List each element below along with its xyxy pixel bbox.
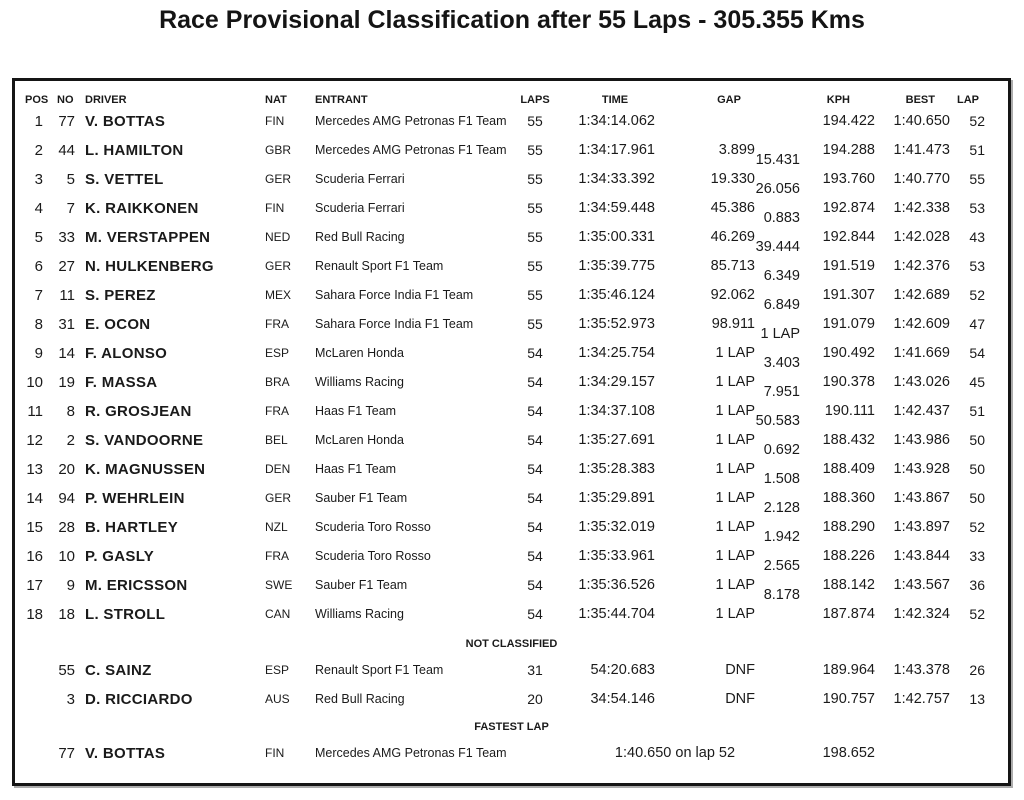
cell-time: 1:35:44.704: [578, 605, 655, 622]
cell-entrant: Red Bull Racing: [315, 691, 405, 706]
cell-nat: FRA: [265, 403, 289, 418]
cell-time: 1:34:25.754: [578, 344, 655, 361]
cell-time: 1:35:28.383: [578, 460, 655, 477]
cell-kph: 188.360: [822, 489, 875, 506]
table-row: [15, 739, 1008, 768]
cell-laps: 55: [527, 170, 543, 187]
cell-no: 2: [66, 431, 75, 449]
cell-no: 5: [66, 170, 75, 188]
cell-kph: 189.964: [822, 661, 875, 678]
classification-table: [12, 78, 1011, 786]
cell-kph: 191.519: [822, 257, 875, 274]
cell-lap: 33: [969, 547, 985, 564]
cell-gap: [660, 107, 755, 136]
cell-nat: BEL: [265, 432, 288, 447]
cell-entrant: McLaren Honda: [315, 432, 404, 447]
cell-kph: 198.652: [822, 745, 875, 761]
cell-pos: 8: [34, 315, 43, 333]
cell-driver: P. GASLY: [85, 547, 155, 565]
cell-entrant: Renault Sport F1 Team: [315, 258, 444, 273]
cell-no: 28: [58, 518, 75, 536]
cell-pos: 13: [26, 460, 43, 478]
cell-nat: GER: [265, 171, 292, 186]
cell-nat: FRA: [265, 548, 289, 563]
cell-laps: 54: [527, 547, 543, 564]
cell-pos: 1: [34, 112, 43, 130]
cell-entrant: Scuderia Toro Rosso: [315, 519, 431, 534]
header-driver: DRIVER: [85, 94, 127, 106]
cell-kph: 187.874: [822, 605, 875, 622]
cell-driver: M. ERICSSON: [85, 576, 188, 594]
table-row: [15, 600, 1008, 629]
header-laps: LAPS: [520, 94, 550, 106]
cell-time: 1:34:17.961: [578, 141, 655, 158]
cell-time: 1:34:29.157: [578, 373, 655, 390]
cell-gap: 1 LAP: [715, 489, 755, 506]
cell-time: 1:35:29.891: [578, 489, 655, 506]
cell-lap: 50: [969, 489, 985, 506]
cell-laps: 54: [527, 431, 543, 448]
cell-nat: FRA: [265, 316, 289, 331]
cell-entrant: McLaren Honda: [315, 345, 404, 360]
header-lap: LAP: [957, 94, 979, 106]
cell-pos: 4: [34, 199, 43, 217]
cell-best: 1:40.650: [893, 112, 950, 129]
cell-driver: V. BOTTAS: [85, 745, 166, 762]
cell-best: 1:43.026: [893, 373, 950, 390]
cell-lap: 43: [969, 228, 985, 245]
cell-pos: 5: [34, 228, 43, 246]
cell-entrant: Williams Racing: [315, 374, 404, 389]
cell-entrant: Haas F1 Team: [315, 403, 397, 418]
table-row: [15, 484, 1008, 516]
cell-gap: 1 LAP: [715, 344, 755, 361]
cell-laps: 54: [527, 605, 543, 622]
header-pos: POS: [25, 94, 49, 106]
cell-laps: 54: [527, 460, 543, 477]
cell-no: 20: [58, 460, 75, 478]
cell-kph: 191.307: [822, 286, 875, 303]
cell-laps: 55: [527, 141, 543, 158]
cell-laps: 54: [527, 344, 543, 361]
cell-interval-after: 50.583: [755, 412, 800, 429]
cell-entrant: Scuderia Ferrari: [315, 171, 405, 186]
cell-interval-after: 6.349: [763, 267, 800, 284]
table-row: [15, 223, 1008, 255]
table-row: [15, 426, 1008, 458]
cell-laps: 55: [527, 112, 543, 129]
cell-nat: GER: [265, 258, 292, 273]
cell-lap: 52: [969, 518, 985, 535]
cell-no: 44: [58, 141, 75, 159]
cell-pos: 12: [26, 431, 43, 449]
cell-no: 55: [58, 661, 75, 679]
header-time: TIME: [601, 94, 629, 106]
header-entrant: ENTRANT: [315, 94, 368, 106]
cell-time: 1:35:33.961: [578, 547, 655, 564]
cell-best: 1:40.770: [893, 170, 950, 187]
cell-lap: 50: [969, 460, 985, 477]
table-row: [15, 281, 1008, 313]
cell-laps: 54: [527, 489, 543, 506]
cell-lap: 54: [969, 344, 985, 361]
cell-no: 10: [58, 547, 75, 565]
cell-lap: 52: [969, 112, 985, 129]
cell-lap: 47: [969, 315, 985, 332]
cell-entrant: Mercedes AMG Petronas F1 Team: [315, 142, 507, 157]
cell-nat: DEN: [265, 461, 291, 476]
cell-nat: GBR: [265, 142, 292, 157]
section-label-fastest-lap: FASTEST LAP: [474, 721, 549, 733]
cell-nat: FIN: [265, 113, 285, 128]
cell-pos: 6: [34, 257, 43, 275]
cell-nat: SWE: [265, 577, 293, 592]
cell-kph: 192.844: [822, 228, 875, 245]
cell-gap: 46.269: [710, 228, 755, 245]
cell-best: 1:42.028: [893, 228, 950, 245]
cell-no: 18: [58, 605, 75, 623]
cell-best: 1:42.338: [893, 199, 950, 216]
cell-interval-after: 2.128: [763, 499, 800, 516]
cell-driver: L. STROLL: [85, 605, 166, 623]
cell-entrant: Scuderia Toro Rosso: [315, 548, 431, 563]
cell-driver: C. SAINZ: [85, 661, 152, 679]
cell-pos: 7: [34, 286, 43, 304]
table-row: [15, 136, 1008, 168]
cell-pos: 11: [27, 402, 43, 420]
cell-driver: D. RICCIARDO: [85, 690, 193, 708]
cell-no: 9: [66, 576, 75, 594]
cell-time: 1:35:36.526: [578, 576, 655, 593]
cell-laps: 54: [527, 402, 543, 419]
cell-no: 14: [58, 344, 75, 362]
cell-nat: NZL: [265, 519, 288, 534]
section-label-not-classified: NOT CLASSIFIED: [465, 638, 558, 650]
cell-interval-after: 15.431: [755, 151, 800, 168]
cell-lap: 52: [969, 286, 985, 303]
cell-best: 1:43.928: [893, 460, 950, 477]
cell-gap: 1 LAP: [715, 518, 755, 535]
cell-best: 1:43.567: [893, 576, 950, 593]
cell-driver: E. OCON: [85, 315, 151, 333]
table-row: [15, 107, 1008, 136]
cell-no: 94: [58, 489, 75, 507]
cell-entrant: Renault Sport F1 Team: [315, 662, 444, 677]
cell-kph: 188.409: [822, 460, 875, 477]
cell-no: 27: [58, 257, 75, 275]
cell-interval-after: 1.942: [763, 528, 800, 545]
cell-gap: 92.062: [710, 286, 755, 303]
cell-kph: 190.492: [822, 344, 875, 361]
cell-interval-after: 0.692: [763, 441, 800, 458]
cell-lap: 45: [969, 373, 985, 390]
cell-laps: 55: [527, 257, 543, 274]
cell-kph: 194.288: [822, 141, 875, 158]
cell-driver: K. RAIKKONEN: [85, 199, 199, 217]
cell-laps: 20: [527, 690, 543, 707]
cell-laps: 55: [527, 228, 543, 245]
cell-driver: S. VETTEL: [85, 170, 164, 188]
cell-driver: F. MASSA: [85, 373, 158, 391]
cell-nat: ESP: [265, 662, 290, 677]
cell-kph: 190.111: [824, 402, 875, 419]
cell-kph: 192.874: [822, 199, 875, 216]
cell-entrant: Mercedes AMG Petronas F1 Team: [315, 746, 507, 760]
cell-time: 54:20.683: [590, 661, 655, 678]
cell-gap: 1 LAP: [715, 605, 755, 622]
cell-gap: 1 LAP: [715, 460, 755, 477]
cell-time: 1:34:33.392: [578, 170, 655, 187]
cell-pos: 16: [26, 547, 43, 565]
cell-time: 1:35:46.124: [578, 286, 655, 303]
cell-interval-after: 1.508: [763, 470, 800, 487]
cell-interval-after: 26.056: [755, 180, 800, 197]
cell-pos: 3: [34, 170, 43, 188]
cell-lap: 53: [969, 199, 985, 216]
cell-pos: 2: [34, 141, 43, 159]
cell-driver: M. VERSTAPPEN: [85, 228, 211, 246]
cell-driver: V. BOTTAS: [85, 112, 166, 130]
cell-kph: 188.226: [822, 547, 875, 564]
cell-driver: K. MAGNUSSEN: [85, 460, 206, 478]
cell-interval-after: 6.849: [763, 296, 800, 313]
cell-pos: 9: [34, 344, 43, 362]
cell-gap: 19.330: [710, 170, 755, 187]
cell-laps: 31: [527, 661, 543, 678]
cell-time: 1:34:37.108: [578, 402, 655, 419]
cell-interval-after: 39.444: [755, 238, 800, 255]
cell-no: 77: [58, 112, 75, 130]
cell-kph: 193.760: [822, 170, 875, 187]
cell-no: 19: [58, 373, 75, 391]
cell-nat: MEX: [265, 287, 292, 302]
table-row: [15, 542, 1008, 574]
cell-pos: 17: [26, 576, 43, 594]
cell-best: 1:42.757: [893, 690, 950, 707]
table-row: [15, 685, 1008, 714]
cell-no: 33: [58, 228, 75, 246]
cell-no: 11: [59, 286, 75, 304]
cell-kph: 190.378: [822, 373, 875, 390]
cell-lap: 50: [969, 431, 985, 448]
cell-no: 77: [58, 745, 75, 762]
table-row: [15, 339, 1008, 371]
cell-time: 1:35:32.019: [578, 518, 655, 535]
cell-laps: 54: [527, 518, 543, 535]
cell-gap: DNF: [725, 661, 755, 678]
cell-nat: CAN: [265, 606, 291, 621]
cell-pos: 14: [26, 489, 43, 507]
cell-lap: 51: [969, 402, 985, 419]
cell-pos: 15: [26, 518, 43, 536]
table-row: [15, 165, 1008, 197]
cell-entrant: Sahara Force India F1 Team: [315, 316, 474, 331]
cell-driver: S. VANDOORNE: [85, 431, 204, 449]
table-row: [15, 571, 1008, 603]
cell-lap: 55: [969, 170, 985, 187]
cell-entrant: Red Bull Racing: [315, 229, 405, 244]
cell-best: 1:43.986: [893, 431, 950, 448]
header-nat: NAT: [265, 94, 287, 106]
cell-nat: BRA: [265, 374, 290, 389]
cell-driver: S. PEREZ: [85, 286, 156, 304]
cell-interval-after: 1 LAP: [760, 325, 800, 342]
cell-no: 31: [58, 315, 75, 333]
cell-interval-after: 2.565: [763, 557, 800, 574]
cell-gap: 1 LAP: [715, 431, 755, 448]
table-row: [15, 397, 1008, 429]
cell-laps: 55: [527, 286, 543, 303]
cell-laps: 55: [527, 315, 543, 332]
cell-gap: 98.911: [711, 315, 755, 332]
cell-nat: ESP: [265, 345, 290, 360]
cell-nat: NED: [265, 229, 291, 244]
cell-gap: DNF: [725, 690, 755, 707]
cell-gap: 1 LAP: [715, 373, 755, 390]
cell-entrant: Sahara Force India F1 Team: [315, 287, 474, 302]
cell-no: 3: [66, 690, 75, 708]
cell-lap: 36: [969, 576, 985, 593]
cell-gap: 1 LAP: [715, 547, 755, 564]
cell-time: 1:34:59.448: [578, 199, 655, 216]
header-no: NO: [57, 94, 74, 106]
cell-lap: 51: [969, 141, 985, 158]
cell-entrant: Mercedes AMG Petronas F1 Team: [315, 113, 507, 128]
cell-driver: B. HARTLEY: [85, 518, 178, 536]
cell-time: 1:35:52.973: [578, 315, 655, 332]
cell-gap: 1 LAP: [715, 576, 755, 593]
cell-driver: N. HULKENBERG: [85, 257, 214, 275]
cell-laps: 54: [527, 576, 543, 593]
header-best: BEST: [905, 94, 935, 106]
cell-best: 1:42.437: [893, 402, 950, 419]
cell-best: 1:43.844: [893, 547, 950, 564]
cell-kph: 190.757: [822, 690, 875, 707]
table-row: [15, 455, 1008, 487]
table-row: [15, 368, 1008, 400]
cell-time: 1:35:39.775: [578, 257, 655, 274]
cell-best: 1:43.867: [893, 489, 950, 506]
cell-entrant: Scuderia Ferrari: [315, 200, 405, 215]
header-kph: KPH: [826, 94, 850, 106]
cell-best: 1:42.376: [893, 257, 950, 274]
cell-kph: 194.422: [822, 112, 875, 129]
cell-nat: FIN: [265, 746, 285, 760]
cell-driver: R. GROSJEAN: [85, 402, 192, 420]
cell-best: 1:42.689: [893, 286, 950, 303]
cell-nat: GER: [265, 490, 292, 505]
table-row: [15, 194, 1008, 226]
cell-nat: AUS: [265, 691, 290, 706]
cell-best: 1:43.378: [893, 661, 950, 678]
cell-best: 1:43.897: [893, 518, 950, 535]
cell-best: 1:42.324: [893, 605, 950, 622]
cell-time: 34:54.146: [590, 690, 655, 707]
page-title: Race Provisional Classification after 55 Laps - 305.355 Kms: [159, 6, 865, 34]
cell-time: 1:35:00.331: [578, 228, 655, 245]
cell-nat: FIN: [265, 200, 285, 215]
cell-laps: 54: [527, 373, 543, 390]
cell-driver: P. WEHRLEIN: [85, 489, 185, 507]
cell-time: 1:35:27.691: [578, 431, 655, 448]
cell-lap: 53: [969, 257, 985, 274]
cell-entrant: Sauber F1 Team: [315, 577, 408, 592]
cell-no: 8: [66, 402, 75, 420]
cell-lap: 26: [969, 661, 985, 678]
cell-pos: 18: [26, 605, 43, 623]
cell-kph: 188.432: [822, 431, 875, 448]
table-row: [15, 252, 1008, 284]
cell-interval-after: 8.178: [763, 586, 800, 603]
cell-driver: F. ALONSO: [85, 344, 168, 362]
header-gap: GAP: [717, 94, 741, 106]
cell-entrant: Haas F1 Team: [315, 461, 397, 476]
cell-interval-after: 7.951: [763, 383, 800, 400]
table-row: [15, 656, 1008, 685]
table-row: [15, 513, 1008, 545]
cell-gap: 1 LAP: [715, 402, 755, 419]
cell-no: 7: [66, 199, 75, 217]
cell-best: 1:41.669: [893, 344, 950, 361]
table-row: [15, 310, 1008, 342]
cell-interval-after: 3.403: [763, 354, 800, 371]
cell-gap: 3.899: [718, 141, 755, 158]
cell-pos: 10: [26, 373, 43, 391]
cell-lap: 13: [969, 690, 985, 707]
cell-driver: L. HAMILTON: [85, 141, 184, 159]
cell-lap: 52: [969, 605, 985, 622]
cell-gap: 45.386: [710, 199, 755, 216]
cell-entrant: Sauber F1 Team: [315, 490, 408, 505]
cell-kph: 188.290: [822, 518, 875, 535]
cell-gap: 85.713: [710, 257, 755, 274]
cell-laps: 55: [527, 199, 543, 216]
cell-best: 1:42.609: [893, 315, 950, 332]
cell-best: 1:41.473: [893, 141, 950, 158]
cell-interval-after: 0.883: [763, 209, 800, 226]
cell-fastest-lap-time: 1:40.650 on lap 52: [614, 745, 736, 761]
cell-kph: 188.142: [822, 576, 875, 593]
cell-time: 1:34:14.062: [578, 112, 655, 129]
cell-kph: 191.079: [822, 315, 875, 332]
cell-entrant: Williams Racing: [315, 606, 404, 621]
